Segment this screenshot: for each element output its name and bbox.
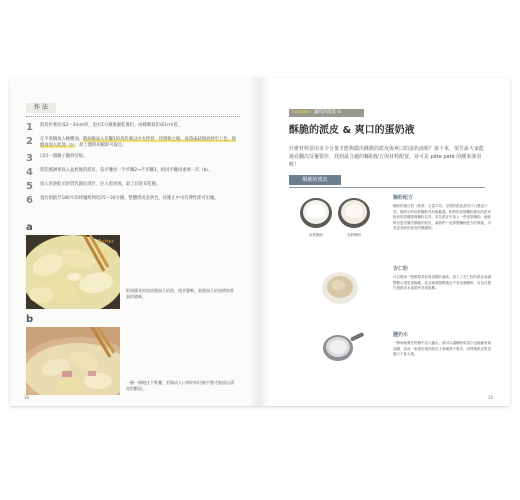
book-gutter xyxy=(250,78,270,406)
step-text: 將乳酪淋要高入盆底後的派皮。依序疊放一半步驟2→半步驟3，相同步驟再重複一次（b）。 xyxy=(40,167,213,173)
page-title: 酥脆的派皮 & 爽口的蛋奶液 xyxy=(289,125,415,136)
photo-a-label: a xyxy=(26,222,33,233)
left-page xyxy=(10,78,260,406)
entry-text: 一開始就要在粉類中加入鹽水，最可以讓麵粉用量少也能確實與成團，如此一來揉好後的派皮才會硬滑不黏手，烘烤後派皮既香脆又不會太硬。 xyxy=(393,341,491,357)
entry-almond xyxy=(393,266,491,292)
intro-text: 什麼材料要用多少分量才能夠做出酥脆的派皮與爽口的蛋奶液呢？接下來，要告訴大家能過看翻次反覆製作，找到最合適的麵粉配方與材料配置，並可是 pâte paté 的醍來談看喔！ xyxy=(289,146,485,168)
entry-title: 鹽奶水 xyxy=(393,332,409,338)
step-text: 在平底鍋加入橄欖油，熱油後加入步驟1的馬鈴薯以中火拌炒，待變軟之後，再將兩菇類放炒至上色，接續再加入奶油（a），最上鹽與胡椒即可取出。 xyxy=(40,137,237,149)
step-text: 加入的油乾司與質乳鋪於部位，注入蛋奶液，最上切洗布乾酪。 xyxy=(40,181,161,187)
svg-text:Butter: Butter xyxy=(98,239,114,245)
recipe-steps xyxy=(26,123,240,210)
photo-b-tart xyxy=(26,327,120,395)
step-number: 2 xyxy=(26,136,33,147)
entry-flour xyxy=(393,195,491,232)
section-tag: 作 法 xyxy=(26,103,56,113)
recipe-step xyxy=(26,123,240,133)
step-text: 將馬鈴薯切成2～3mm厚，泡水1分鐘後瀝乾備用。兩種蘑菇切成1cm寬。 xyxy=(40,123,182,128)
highlighted-text: 熱油後加入步驟1的馬鈴薯以中火拌炒，待變軟之後，再將兩菇類放炒至上色，接續再加入奶油（a） xyxy=(40,137,237,149)
photo-a-potatoes xyxy=(26,235,120,309)
right-page xyxy=(260,78,510,406)
flour-bowls-image xyxy=(298,195,378,231)
salt-water-image xyxy=(316,330,366,364)
photo-b-label: b xyxy=(26,314,34,325)
recipe-step xyxy=(26,196,240,206)
entry-title: 麵粉配方 xyxy=(393,195,414,201)
step-number: 5 xyxy=(26,180,33,192)
flour-label-high: 高筋麵粉 xyxy=(347,233,361,237)
step-number: 4 xyxy=(26,166,33,178)
entry-text: 可以增添一股醇厚香氣與香醇的風味。加入了杏仁粉的派皮會讓整體口感更加酥鬆，並且就算脫模後也不易受潮變軟，所以在製作蛋派或水果派時非常推薦。 xyxy=(393,275,491,291)
step-number: 6 xyxy=(26,194,33,206)
recipe-step xyxy=(26,137,240,150)
step-number: 1 xyxy=(26,122,33,133)
page-number-left: 34 xyxy=(24,395,30,400)
entry-text: 麵粉的蛋白質（麩質）含量不同，呈現的派底及咬口口感也不同。硬質小的低筋麵粉具有酥鬆感，相對的高筋麵粉做出的派皮較有咬勁嚼感與麵粉以外，若在派皮中加入一些高筋麵粉，就能烤出更有層次酥脆的派皮，讓我們一起掌握麵粉配方的奧秘，享受更美味的派皮的樂趣吧。 xyxy=(393,204,491,231)
step-text: 置於預熱至180℃的烤爐烤烘焙25～30分鐘。整體烤成金黃色，按壓正中央有彈性即可出爐。 xyxy=(40,195,219,201)
entry-salt-water xyxy=(393,332,491,358)
recipe-step xyxy=(26,182,240,192)
entry-title: 杏仁粉 xyxy=(393,266,409,272)
column-tag: column xyxy=(292,110,310,115)
sub-heading-rule xyxy=(289,187,485,188)
step-number: 3 xyxy=(26,152,33,164)
page-number-right: 35 xyxy=(488,395,494,400)
almond-flour-image xyxy=(320,270,360,306)
step-text: 以同一個鍋子翻炒培根。 xyxy=(40,153,88,159)
column-label: column 讓我的派皮 ① xyxy=(289,109,364,117)
dotted-rule xyxy=(26,116,240,117)
photo-a-caption: 把兩種食材放涼後加入奶油，使其變軟。最後加入奶油增加香氣的風味。 xyxy=(126,288,234,299)
book-spread xyxy=(10,78,510,406)
recipe-step xyxy=(26,154,240,164)
recipe-step xyxy=(26,168,240,178)
photo-b-caption: 一層一層地往下堆疊，若做成入口時的料比較平整才能放出漂亮的斷面。 xyxy=(126,380,234,391)
sub-heading: 酥脆的派皮 xyxy=(289,175,341,185)
flour-label-low: 低筋麵粉 xyxy=(309,233,323,237)
